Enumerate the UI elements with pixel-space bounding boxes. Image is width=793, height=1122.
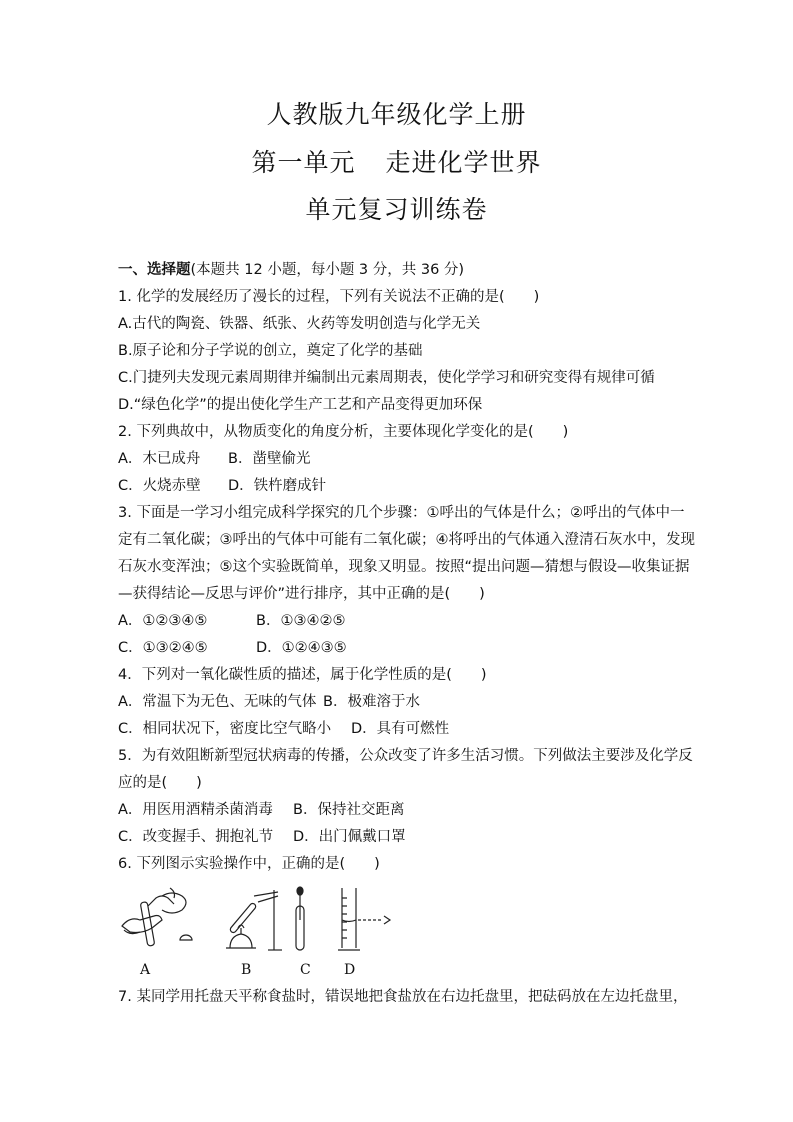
q3-options-row1: [118, 608, 678, 635]
figure-label-d: D: [344, 962, 356, 978]
q1-option-b: B.原子论和分子学说的创立，奠定了化学的基础: [118, 343, 423, 359]
q2-option-d: D．铁杵磨成针: [228, 478, 327, 494]
q5-option-a: A．用医用酒精杀菌消毒: [118, 802, 273, 818]
q6-figure-labels: [118, 962, 418, 984]
figure-b-heating-icon: [226, 890, 282, 950]
figure-label-b: B: [241, 962, 252, 978]
q5-option-c: C．改变握手、拥抱礼节: [118, 829, 274, 845]
q3-option-c: C．①③②④⑤: [118, 640, 208, 656]
q7-block: [118, 984, 688, 1011]
section-heading: [118, 257, 678, 284]
q3-options-row2: [118, 635, 678, 662]
unit-number: 第一单元: [251, 148, 356, 177]
q1-option-a: A.古代的陶瓷、铁器、纸张、火药等发明创造与化学无关: [118, 316, 481, 332]
q5-stem-line2: 应的是( ): [118, 775, 202, 791]
q6-experiment-figure: [118, 886, 408, 956]
q4-option-d: D．具有可燃性: [351, 721, 450, 737]
q2-options-row2: [118, 473, 678, 500]
q3-stem-line2: 定有二氧化碳；③呼出的气体中可能有二氧化碳；④将呼出的气体通入澄清石灰水中，发现: [118, 532, 695, 548]
q3-option-a: A．①②③④⑤: [118, 613, 208, 629]
section-title: 一、选择题: [118, 262, 191, 278]
page-title: 人教版九年级化学上册: [266, 100, 527, 129]
q5-options-row2: [118, 824, 678, 851]
q5-option-d: D．出门佩戴口罩: [293, 829, 406, 845]
q3-stem-line1: 3. 下面是一学习小组完成科学探究的几个步骤：①呼出的气体是什么；②呼出的气体中一: [118, 505, 685, 521]
q2-option-b: B．凿壁偷光: [228, 451, 311, 467]
q4-options-row2: [118, 716, 678, 743]
q2-options-row1: [118, 446, 678, 473]
q1-option-c: C.门捷列夫发现元素周期律并编制出元素周期表，使化学学习和研究变得有规律可循: [118, 370, 655, 386]
unit-title: [0, 143, 793, 179]
question-list: [118, 257, 695, 878]
q3-stem-line3: 石灰水变浑浊；⑤这个实验既简单，现象又明显。按照“提出问题—猜想与假设—收集证据: [118, 559, 690, 575]
q4-option-b: B．极难溶于水: [323, 694, 420, 710]
q3-stem-line4: —获得结论—反思与评价”进行排序，其中正确的是( ): [118, 586, 485, 602]
q4-option-c: C．相同状况下，密度比空气略小: [118, 721, 332, 737]
q3-option-d: D．①②④③⑤: [256, 640, 347, 656]
figure-c-dropper-icon: [296, 887, 304, 950]
figure-label-c: C: [300, 962, 311, 978]
section-note: (本题共 12 小题，每小题 3 分，共 36 分): [190, 262, 465, 278]
q2-stem: 2. 下列典故中，从物质变化的角度分析，主要体现化学变化的是( ): [118, 424, 569, 440]
q4-stem: 4．下列对一氧化碳性质的描述，属于化学性质的是( ): [118, 667, 487, 683]
q5-stem-line1: 5．为有效阻断新型冠状病毒的传播，公众改变了许多生活习惯。下列做法主要涉及化学反: [118, 748, 693, 764]
q6-stem: 6. 下列图示实验操作中，正确的是( ): [118, 856, 380, 872]
q5-option-b: B．保持社交距离: [293, 802, 405, 818]
q2-option-c: C．火烧赤壁: [118, 478, 201, 494]
q7-stem-line1: 7. 某同学用托盘天平称食盐时，错误地把食盐放在右边托盘里，把砝码放在左边托盘里，: [118, 989, 688, 1005]
figure-d-cylinder-icon: [338, 888, 390, 950]
unit-name: 走进化学世界: [385, 148, 542, 177]
q1-option-d: D.“绿色化学”的提出使化学生产工艺和产品变得更加环保: [118, 397, 483, 413]
figure-label-a: A: [140, 962, 151, 978]
q4-option-a: A．常温下为无色、无味的气体: [118, 694, 317, 710]
q2-option-a: A．木已成舟: [118, 451, 201, 467]
figure-a-pouring-icon: [122, 888, 192, 946]
q4-options-row1: [118, 689, 678, 716]
q1-stem: 1. 化学的发展经历了漫长的过程，下列有关说法不正确的是( ): [118, 289, 540, 305]
q5-options-row1: [118, 797, 678, 824]
exam-subtitle: 单元复习训练卷: [305, 195, 488, 224]
q3-option-b: B．①③④②⑤: [256, 613, 346, 629]
